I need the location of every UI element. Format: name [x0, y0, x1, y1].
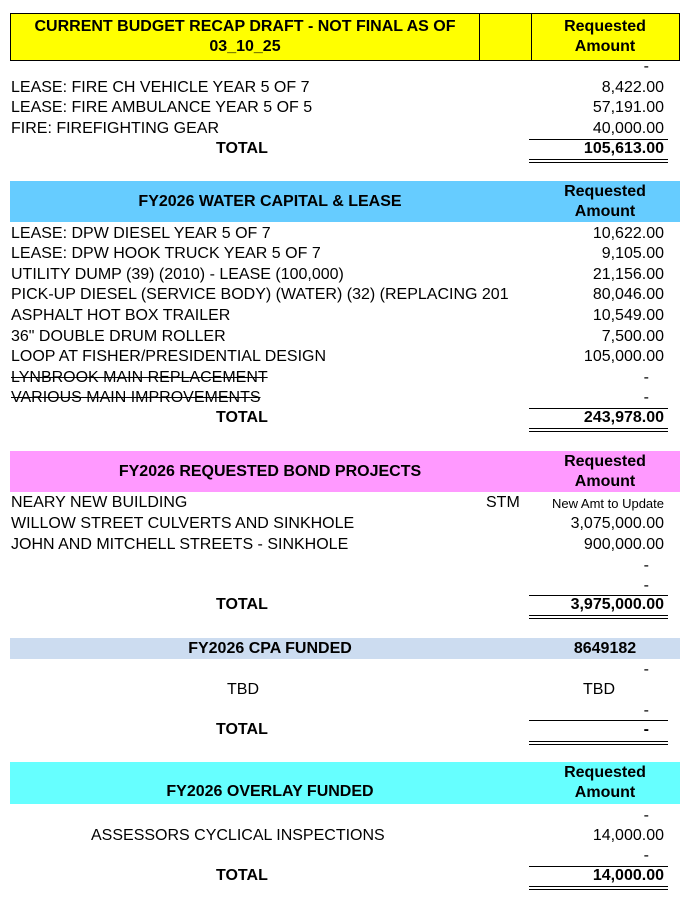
cpa-item-amount: TBD	[583, 681, 615, 698]
water-row-label: LEASE: DPW HOOK TRUCK YEAR 5 OF 7	[11, 245, 321, 262]
water-total-label: TOTAL	[216, 409, 268, 426]
water-total-amount: 243,978.00	[583, 409, 664, 426]
overlay-total-label: TOTAL	[216, 867, 268, 884]
water-row-label: LOOP AT FISHER/PRESIDENTIAL DESIGN	[11, 348, 327, 365]
cpa-dash: -	[643, 702, 649, 719]
water-row-amount: 10,549.00	[592, 307, 664, 324]
cpa-header	[10, 638, 680, 659]
water-row-amount: -	[643, 369, 649, 386]
overlay-header	[10, 762, 680, 804]
recap-header-gap-cell	[479, 14, 532, 60]
bond-title: FY2026 REQUESTED BOND PROJECTS	[118, 462, 422, 480]
recap-total-amount: 105,613.00	[583, 140, 664, 157]
bond-total-double-rule	[529, 615, 668, 616]
bond-total-label: TOTAL	[216, 596, 268, 613]
bond-header	[10, 451, 680, 492]
bond-amount-header-line2: Amount	[574, 472, 636, 490]
water-amount-header-line1: Requested	[564, 182, 646, 200]
water-row-label: LEASE: DPW DIESEL YEAR 5 OF 7	[11, 225, 271, 242]
cpa-total-amount: -	[643, 721, 649, 738]
overlay-total-double-rule	[529, 889, 668, 890]
cpa-code: 8649182	[573, 639, 637, 657]
recap-row-amount: 40,000.00	[592, 120, 664, 137]
cpa-item-label: TBD	[227, 681, 259, 698]
water-row-label: PICK-UP DIESEL (SERVICE BODY) (WATER) (32) (REPLACING 201	[11, 286, 509, 303]
overlay-dash: -	[643, 807, 649, 824]
water-row-label: UTILITY DUMP (39) (2010) - LEASE (100,000)	[11, 266, 344, 283]
bond-row-amount: New Amt to Update	[552, 496, 664, 511]
recap-total-double-rule	[529, 159, 668, 160]
water-row-label-struck: VARIOUS MAIN IMPROVEMENTS	[11, 389, 261, 406]
recap-amount-header	[531, 14, 679, 60]
overlay-total-double-rule	[529, 886, 668, 887]
water-amount-header-line2: Amount	[574, 202, 636, 220]
water-row-label: 36" DOUBLE DRUM ROLLER	[11, 328, 226, 345]
recap-row-amount: 8,422.00	[601, 79, 664, 96]
water-row-amount: 9,105.00	[601, 245, 664, 262]
recap-title	[11, 14, 480, 60]
cpa-dash: -	[643, 661, 649, 678]
bond-row-amount: 900,000.00	[583, 536, 664, 553]
water-row-amount: -	[643, 389, 649, 406]
cpa-total-label: TOTAL	[216, 721, 268, 738]
recap-total-label: TOTAL	[216, 140, 268, 157]
recap-total-double-rule	[529, 162, 668, 163]
overlay-total-amount: 14,000.00	[592, 867, 664, 884]
water-total-double-rule	[529, 431, 668, 432]
bond-row-label: NEARY NEW BUILDING	[11, 494, 188, 511]
recap-title-line2: 03_10_25	[209, 38, 281, 55]
overlay-item-label: ASSESSORS CYCLICAL INSPECTIONS	[91, 827, 385, 844]
bond-row-label: JOHN AND MITCHELL STREETS - SINKHOLE	[11, 536, 349, 553]
bond-amount-header	[530, 451, 680, 492]
water-amount-header	[530, 181, 680, 222]
bond-dash: -	[643, 577, 649, 594]
recap-top-dash: -	[643, 58, 649, 75]
recap-row-amount: 57,191.00	[592, 99, 664, 116]
recap-row-label: FIRE: FIREFIGHTING GEAR	[11, 120, 220, 137]
overlay-item-amount: 14,000.00	[592, 827, 664, 844]
cpa-title: FY2026 CPA FUNDED	[188, 639, 352, 657]
bond-dash: -	[643, 557, 649, 574]
water-total-double-rule	[529, 428, 668, 429]
cpa-total-double-rule	[529, 741, 668, 742]
overlay-amount-header	[530, 762, 680, 804]
overlay-amount-header-line2: Amount	[574, 784, 636, 801]
water-row-amount: 7,500.00	[601, 328, 664, 345]
water-row-amount: 21,156.00	[592, 266, 664, 283]
water-title: FY2026 WATER CAPITAL & LEASE	[138, 192, 402, 210]
bond-row-label: WILLOW STREET CULVERTS AND SINKHOLE	[11, 515, 355, 532]
recap-amount-header-line2: Amount	[574, 38, 636, 55]
recap-row-label: LEASE: FIRE CH VEHICLE YEAR 5 OF 7	[11, 79, 310, 96]
overlay-dash: -	[643, 847, 649, 864]
recap-header	[10, 13, 680, 61]
water-row-label: ASPHALT HOT BOX TRAILER	[11, 307, 231, 324]
overlay-title: FY2026 OVERLAY FUNDED	[166, 783, 374, 800]
water-row-label-struck: LYNBROOK MAIN REPLACEMENT	[11, 369, 268, 386]
water-row-amount: 105,000.00	[583, 348, 664, 365]
cpa-total-double-rule	[529, 744, 668, 745]
water-row-amount: 10,622.00	[592, 225, 664, 242]
bond-amount-header-line1: Requested	[564, 452, 646, 470]
water-header	[10, 181, 680, 222]
overlay-amount-header-line1: Requested	[564, 764, 646, 781]
water-row-amount: 80,046.00	[592, 286, 664, 303]
bond-total-amount: 3,975,000.00	[570, 596, 664, 613]
recap-title-line1: CURRENT BUDGET RECAP DRAFT - NOT FINAL AS OF	[34, 18, 456, 35]
bond-row-amount: 3,075,000.00	[570, 515, 664, 532]
recap-amount-header-line1: Requested	[564, 18, 646, 35]
recap-row-label: LEASE: FIRE AMBULANCE YEAR 5 OF 5	[11, 99, 313, 116]
bond-row-note: STM	[486, 494, 520, 511]
bond-total-double-rule	[529, 618, 668, 619]
